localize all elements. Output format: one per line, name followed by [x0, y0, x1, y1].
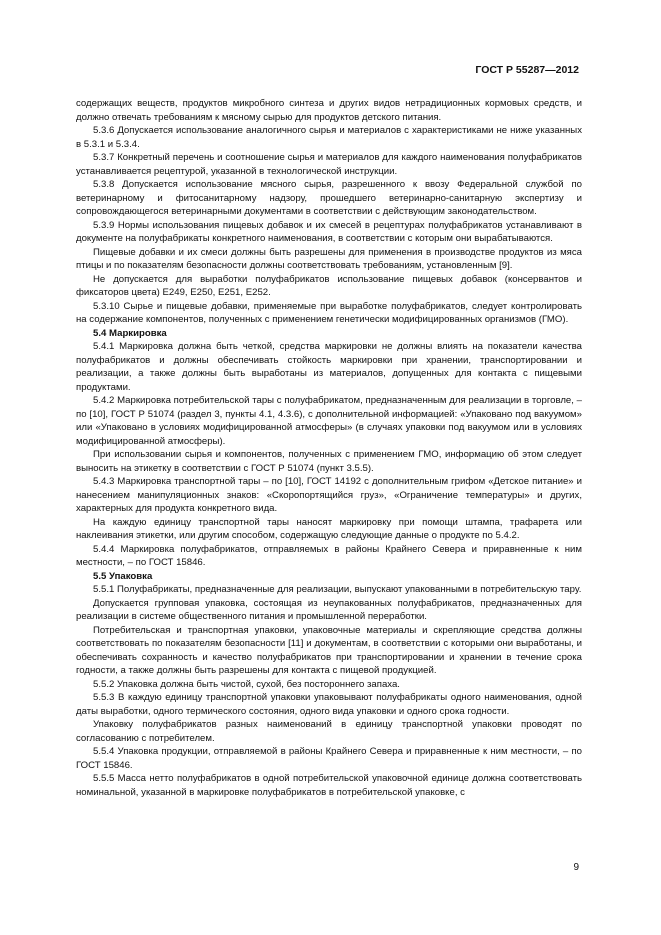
paragraph: Допускается групповая упаковка, состоящая из неупакованных полуфабрикатов, предназначенных для реализации в системе общественного питания и промышленной переработки.: [76, 597, 582, 622]
paragraph-5-4-4: 5.4.4 Маркировка полуфабрикатов, отправляемых в районы Крайнего Севера и приравненные к ним местности, – по ГОСТ 15846.: [76, 543, 582, 568]
paragraph-5-5-2: 5.5.2 Упаковка должна быть чистой, сухой, без постороннего запаха.: [93, 678, 400, 690]
page-number: 9: [573, 862, 579, 873]
paragraph-5-3-7: 5.3.7 Конкретный перечень и соотношение сырья и материалов для каждого наименования полуфабрикатов устанавливается рецептурой, указанной в технологической инструкции.: [76, 152, 582, 177]
paragraph-5-5-5: 5.5.5 Масса нетто полуфабрикатов в одной потребительской упаковочной единице должна соответствовать номинальной, указанной в маркировке полуфабрикатов в потребительской упаковке, с: [76, 773, 582, 798]
paragraph-5-5-4: 5.5.4 Упаковка продукции, отправляемой в районы Крайнего Севера и приравненные к ним местности, – по ГОСТ 15846.: [76, 746, 582, 771]
paragraph: При использовании сырья и компонентов, полученных с применением ГМО, информацию об этом следует выносить на этикетку в соответствии с ГОСТ Р 51074 (пункт 3.5.5).: [76, 449, 582, 474]
paragraph: На каждую единицу транспортной тары наносят маркировку при помощи штампа, трафарета или наклеивания этикетки, или другим способом, содержащую следующие данные о продукте по 5.4.2.: [76, 516, 582, 541]
paragraph: Не допускается для выработки полуфабрикатов использование пищевых добавок (консервантов и фиксаторов цвета) Е249, Е250, Е251, Е252.: [76, 273, 582, 298]
paragraph: Пищевые добавки и их смеси должны быть разрешены для применения в производстве продуктов из мяса птицы и по показателям безопасности должны соответствовать требованиям, установленным [9].: [76, 246, 582, 271]
paragraph-5-3-6: 5.3.6 Допускается использование аналогичного сырья и материалов с характеристиками не ниже указанных в 5.3.1 и 5.3.4.: [76, 125, 582, 150]
paragraph-5-4-1: 5.4.1 Маркировка должна быть четкой, средства маркировки не должны влиять на показатели качества полуфабрикатов и должны обеспечивать стойкость маркировки при хранении, транспортировании и реализации, а также должны быть выработаны из материалов, допущенных для контакта с пищевыми продуктами.: [76, 341, 582, 393]
paragraph-5-3-9: 5.3.9 Нормы использования пищевых добавок и их смесей в рецептурах полуфабрикатов устанавливают в документе на полуфабрикаты конкретного наименования, в соответствии с которым они вырабатываются.: [76, 219, 582, 244]
paragraph-5-3-10: 5.3.10 Сырье и пищевые добавки, применяемые при выработке полуфабрикатов, следует контролировать на содержание компонентов, полученных с применением генетически модифицированных организмов (ГМО).: [76, 300, 582, 325]
section-heading-5-4: 5.4 Маркировка: [93, 327, 167, 339]
paragraph-5-5-3: 5.5.3 В каждую единицу транспортной упаковки упаковывают полуфабрикаты одного наименования, одной даты выработки, одного термического состояния, одного вида упаковки и одного срока годности.: [76, 692, 582, 717]
paragraph-5-3-8: 5.3.8 Допускается использование мясного сырья, разрешенного к ввозу Федеральной службой по ветеринарному и фитосанитарному надзору, прошедшего ветеринарно-санитарную экспертизу и сопровождающегося ветеринарными документами в соответствии с действующим законодательством.: [76, 179, 582, 217]
paragraph: содержащих веществ, продуктов микробного синтеза и других видов нетрадиционных кормовых средств, и должно отвечать требованиям к мясному сырью для продуктов детского питания.: [76, 98, 582, 123]
document-body: [76, 97, 582, 799]
paragraph-5-5-1: 5.5.1 Полуфабрикаты, предназначенные для реализации, выпускают упакованными в потребительскую тару.: [93, 584, 582, 595]
paragraph: Упаковку полуфабрикатов разных наименований в единицу транспортной упаковки проводят по согласованию с потребителем.: [76, 719, 582, 744]
paragraph-5-4-3: 5.4.3 Маркировка транспортной тары – по [10], ГОСТ 14192 с дополнительным грифом «Детское питание» и нанесением манипуляционных знаков: «Скоропортящийся груз», «Ограничение температуры» и других, характерных для продукта конкретного вида.: [76, 476, 582, 514]
section-heading-5-5: 5.5 Упаковка: [93, 570, 153, 582]
paragraph-5-4-2: 5.4.2 Маркировка потребительской тары с полуфабрикатом, предназначенным для реализации в торговле, – по [10], ГОСТ Р 51074 (раздел 3, пункты 4.1, 4.3.6), с дополнительной информацией: «Упаковано под вакуумом» или «Упаковано в условиях модифицированной атмосферы» (в случаях упаковки под вакуумом или в условиях модифицированной атмосферы).: [76, 395, 582, 447]
document-code-header: ГОСТ Р 55287—2012: [475, 64, 579, 76]
paragraph: Потребительская и транспортная упаковки, упаковочные материалы и скрепляющие средства должны соответствовать по показателям безопасности [11] и документам, в соответствии с которыми они выработаны, и обеспечивать сохранность и качество полуфабрикатов при транспортировании и хранении в течение срока годности, а также должны быть разрешены для контакта с пищевой продукцией.: [76, 624, 582, 676]
